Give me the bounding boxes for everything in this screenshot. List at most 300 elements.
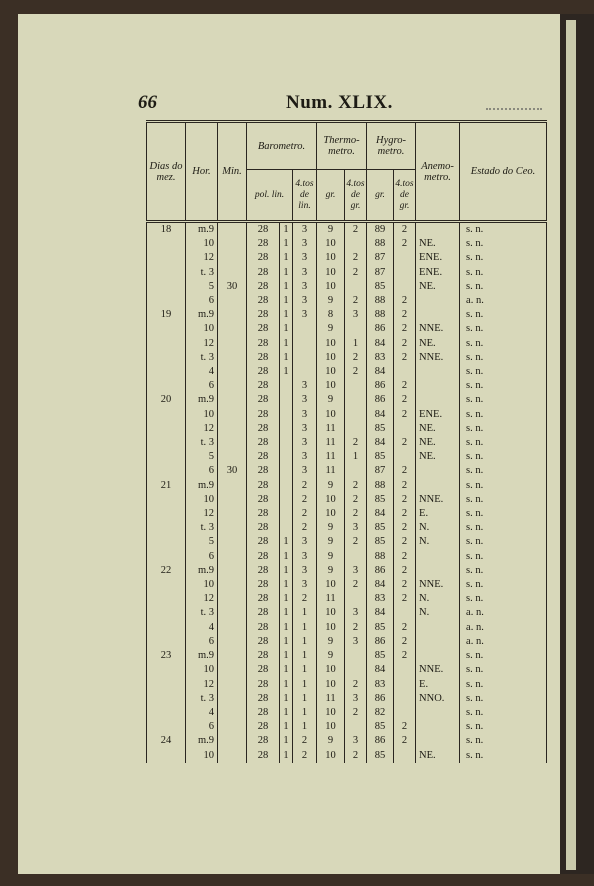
- table-row: [147, 337, 547, 351]
- cell-hygro-quartos: [394, 706, 416, 720]
- cell-hygro-quartos: 2: [394, 535, 416, 549]
- cell-hour: 12: [186, 422, 218, 436]
- cell-hour: 12: [186, 678, 218, 692]
- cell-hygro-gr: 84: [367, 436, 394, 450]
- cell-estado: s. n.: [460, 663, 547, 677]
- cell-anemometro: [416, 734, 460, 748]
- cell-baro-lin: 1: [280, 308, 293, 322]
- cell-hygro-quartos: 2: [394, 720, 416, 734]
- cell-baro-lin: 1: [280, 564, 293, 578]
- cell-estado: s. n.: [460, 251, 547, 265]
- cell-anemometro: NNE.: [416, 351, 460, 365]
- cell-day: [147, 507, 186, 521]
- cell-baro-quartos: 3: [293, 280, 317, 294]
- cell-baro-lin: 1: [280, 706, 293, 720]
- cell-estado: s. n.: [460, 493, 547, 507]
- cell-hygro-gr: 84: [367, 507, 394, 521]
- cell-baro-lin: 1: [280, 606, 293, 620]
- col-header-therm-gr: gr.: [317, 170, 345, 222]
- cell-minute: [218, 266, 247, 280]
- table-row: [147, 408, 547, 422]
- cell-minute: [218, 322, 247, 336]
- cell-hygro-gr: 88: [367, 550, 394, 564]
- cell-hygro-quartos: [394, 678, 416, 692]
- cell-anemometro: NNE.: [416, 578, 460, 592]
- cell-therm-gr: 11: [317, 464, 345, 478]
- table-row: [147, 280, 547, 294]
- cell-hygro-gr: 86: [367, 635, 394, 649]
- cell-baro-quartos: 1: [293, 706, 317, 720]
- cell-minute: [218, 365, 247, 379]
- cell-hour: 5: [186, 450, 218, 464]
- cell-estado: s. n.: [460, 464, 547, 478]
- cell-day: [147, 521, 186, 535]
- cell-anemometro: ENE.: [416, 408, 460, 422]
- cell-hygro-quartos: 2: [394, 294, 416, 308]
- cell-hygro-gr: 84: [367, 578, 394, 592]
- cell-minute: [218, 393, 247, 407]
- cell-day: [147, 237, 186, 251]
- cell-hygro-quartos: [394, 422, 416, 436]
- cell-estado: a. n.: [460, 606, 547, 620]
- cell-therm-gr: 10: [317, 621, 345, 635]
- cell-baro-pol: 28: [247, 606, 280, 620]
- cell-estado: s. n.: [460, 222, 547, 238]
- cell-minute: [218, 351, 247, 365]
- cell-hour: 6: [186, 464, 218, 478]
- cell-estado: s. n.: [460, 507, 547, 521]
- cell-hygro-quartos: [394, 749, 416, 763]
- cell-hour: t. 3: [186, 266, 218, 280]
- cell-day: [147, 692, 186, 706]
- cell-day: [147, 251, 186, 265]
- cell-therm-quartos: [345, 422, 367, 436]
- cell-therm-gr: 10: [317, 280, 345, 294]
- cell-hygro-gr: 87: [367, 266, 394, 280]
- table-row: [147, 222, 547, 238]
- next-page-edge: [566, 20, 576, 870]
- cell-anemometro: NE.: [416, 422, 460, 436]
- cell-baro-quartos: 3: [293, 550, 317, 564]
- cell-baro-pol: 28: [247, 635, 280, 649]
- cell-therm-quartos: 2: [345, 266, 367, 280]
- cell-hygro-quartos: 2: [394, 521, 416, 535]
- cell-hour: m.9: [186, 222, 218, 238]
- cell-hour: 6: [186, 635, 218, 649]
- cell-day: [147, 535, 186, 549]
- cell-minute: [218, 578, 247, 592]
- cell-therm-quartos: 2: [345, 493, 367, 507]
- cell-baro-pol: 28: [247, 521, 280, 535]
- cell-therm-quartos: 2: [345, 251, 367, 265]
- cell-baro-quartos: 3: [293, 251, 317, 265]
- cell-hygro-gr: 85: [367, 720, 394, 734]
- cell-baro-quartos: 1: [293, 720, 317, 734]
- cell-anemometro: NNE.: [416, 322, 460, 336]
- cell-baro-quartos: 1: [293, 678, 317, 692]
- table-row: [147, 663, 547, 677]
- cell-baro-pol: 28: [247, 294, 280, 308]
- cell-baro-pol: 28: [247, 308, 280, 322]
- cell-hour: 6: [186, 720, 218, 734]
- cell-anemometro: [416, 379, 460, 393]
- cell-estado: s. n.: [460, 379, 547, 393]
- cell-therm-quartos: [345, 663, 367, 677]
- table-row: [147, 606, 547, 620]
- cell-day: [147, 379, 186, 393]
- table-row: [147, 649, 547, 663]
- cell-hygro-quartos: 2: [394, 351, 416, 365]
- col-header-hygro-quartos: 4.tos de gr.: [394, 170, 416, 222]
- cell-minute: [218, 550, 247, 564]
- cell-day: [147, 337, 186, 351]
- cell-baro-lin: [280, 450, 293, 464]
- cell-hygro-gr: 86: [367, 564, 394, 578]
- cell-anemometro: NE.: [416, 337, 460, 351]
- cell-baro-lin: 1: [280, 365, 293, 379]
- cell-anemometro: NE.: [416, 450, 460, 464]
- table-row: [147, 749, 547, 763]
- cell-hour: 10: [186, 578, 218, 592]
- book-page: [18, 14, 560, 874]
- cell-hour: 4: [186, 365, 218, 379]
- cell-hour: t. 3: [186, 692, 218, 706]
- cell-baro-quartos: 1: [293, 606, 317, 620]
- cell-estado: s. n.: [460, 521, 547, 535]
- cell-day: [147, 280, 186, 294]
- cell-estado: s. n.: [460, 436, 547, 450]
- cell-minute: [218, 706, 247, 720]
- cell-baro-quartos: 3: [293, 450, 317, 464]
- cell-hygro-gr: 86: [367, 692, 394, 706]
- col-header-anemometro: Anemo- metro.: [416, 122, 460, 222]
- cell-hour: 6: [186, 379, 218, 393]
- cell-hygro-quartos: [394, 450, 416, 464]
- cell-hour: m.9: [186, 734, 218, 748]
- cell-day: [147, 592, 186, 606]
- cell-therm-quartos: 2: [345, 621, 367, 635]
- cell-day: [147, 606, 186, 620]
- cell-therm-quartos: 2: [345, 507, 367, 521]
- cell-hygro-quartos: 2: [394, 464, 416, 478]
- cell-hygro-quartos: [394, 251, 416, 265]
- cell-day: [147, 422, 186, 436]
- cell-baro-lin: [280, 436, 293, 450]
- cell-minute: 30: [218, 280, 247, 294]
- cell-therm-gr: 10: [317, 507, 345, 521]
- cell-hygro-quartos: [394, 606, 416, 620]
- cell-day: 23: [147, 649, 186, 663]
- table-row: [147, 635, 547, 649]
- cell-therm-gr: 11: [317, 592, 345, 606]
- cell-therm-gr: 9: [317, 734, 345, 748]
- cell-hygro-gr: 87: [367, 464, 394, 478]
- cell-day: [147, 464, 186, 478]
- cell-baro-quartos: 3: [293, 308, 317, 322]
- cell-therm-gr: 11: [317, 450, 345, 464]
- cell-anemometro: [416, 720, 460, 734]
- cell-hour: m.9: [186, 393, 218, 407]
- cell-baro-quartos: 3: [293, 535, 317, 549]
- cell-hour: 5: [186, 280, 218, 294]
- cell-minute: [218, 635, 247, 649]
- cell-therm-quartos: 1: [345, 450, 367, 464]
- cell-hygro-gr: 85: [367, 450, 394, 464]
- cell-minute: [218, 521, 247, 535]
- cell-baro-pol: 28: [247, 422, 280, 436]
- cell-baro-pol: 28: [247, 322, 280, 336]
- table-row: [147, 578, 547, 592]
- cell-baro-quartos: 2: [293, 521, 317, 535]
- page-number: 66: [138, 92, 157, 113]
- cell-minute: [218, 692, 247, 706]
- cell-baro-lin: 1: [280, 222, 293, 238]
- table-row: [147, 266, 547, 280]
- cell-therm-gr: 10: [317, 706, 345, 720]
- cell-baro-pol: 28: [247, 734, 280, 748]
- cell-hygro-gr: 85: [367, 422, 394, 436]
- cell-hour: 4: [186, 706, 218, 720]
- cell-baro-lin: [280, 422, 293, 436]
- cell-baro-lin: [280, 507, 293, 521]
- cell-therm-quartos: [345, 720, 367, 734]
- cell-therm-gr: 10: [317, 351, 345, 365]
- cell-estado: s. n.: [460, 535, 547, 549]
- cell-minute: [218, 649, 247, 663]
- cell-hour: 12: [186, 337, 218, 351]
- cell-baro-lin: 1: [280, 720, 293, 734]
- cell-anemometro: [416, 564, 460, 578]
- cell-hour: 4: [186, 621, 218, 635]
- cell-therm-gr: 10: [317, 578, 345, 592]
- cell-minute: [218, 734, 247, 748]
- cell-anemometro: N.: [416, 606, 460, 620]
- cell-baro-lin: 1: [280, 578, 293, 592]
- cell-anemometro: NE.: [416, 436, 460, 450]
- cell-baro-quartos: 2: [293, 493, 317, 507]
- cell-minute: [218, 592, 247, 606]
- cell-day: [147, 322, 186, 336]
- cell-hour: 12: [186, 507, 218, 521]
- cell-hygro-gr: 88: [367, 237, 394, 251]
- cell-baro-quartos: 2: [293, 749, 317, 763]
- cell-baro-pol: 28: [247, 621, 280, 635]
- cell-therm-gr: 10: [317, 493, 345, 507]
- cell-hour: m.9: [186, 479, 218, 493]
- cell-baro-lin: [280, 393, 293, 407]
- cell-baro-pol: 28: [247, 450, 280, 464]
- cell-day: [147, 436, 186, 450]
- cell-estado: s. n.: [460, 649, 547, 663]
- cell-baro-pol: 28: [247, 222, 280, 238]
- cell-therm-gr: 10: [317, 678, 345, 692]
- table-row: [147, 308, 547, 322]
- col-header-thermometro: Thermo- metro.: [317, 122, 367, 170]
- cell-baro-quartos: 2: [293, 592, 317, 606]
- cell-hygro-quartos: 2: [394, 649, 416, 663]
- cell-day: [147, 351, 186, 365]
- cell-estado: s. n.: [460, 592, 547, 606]
- table-row: [147, 692, 547, 706]
- cell-baro-quartos: 3: [293, 436, 317, 450]
- cell-baro-lin: 1: [280, 266, 293, 280]
- cell-minute: [218, 507, 247, 521]
- cell-baro-pol: 28: [247, 464, 280, 478]
- cell-baro-pol: 28: [247, 649, 280, 663]
- cell-estado: s. n.: [460, 237, 547, 251]
- cell-baro-quartos: 1: [293, 663, 317, 677]
- cell-baro-lin: 1: [280, 550, 293, 564]
- cell-baro-quartos: 3: [293, 266, 317, 280]
- cell-therm-quartos: [345, 550, 367, 564]
- cell-therm-quartos: 2: [345, 365, 367, 379]
- cell-therm-quartos: 3: [345, 606, 367, 620]
- cell-hygro-quartos: [394, 365, 416, 379]
- table-row: [147, 621, 547, 635]
- col-header-min: Min.: [218, 122, 247, 222]
- cell-minute: [218, 606, 247, 620]
- cell-baro-pol: 28: [247, 663, 280, 677]
- cell-baro-lin: 1: [280, 678, 293, 692]
- cell-day: [147, 663, 186, 677]
- cell-hygro-quartos: [394, 663, 416, 677]
- table-row: [147, 521, 547, 535]
- cell-hygro-gr: 85: [367, 535, 394, 549]
- cell-hygro-gr: 88: [367, 308, 394, 322]
- cell-therm-quartos: 2: [345, 222, 367, 238]
- cell-estado: s. n.: [460, 550, 547, 564]
- cell-day: [147, 621, 186, 635]
- cell-baro-pol: 28: [247, 408, 280, 422]
- cell-baro-quartos: 1: [293, 621, 317, 635]
- table-row: [147, 720, 547, 734]
- cell-estado: s. n.: [460, 692, 547, 706]
- cell-hygro-gr: 89: [367, 222, 394, 238]
- cell-hygro-quartos: 2: [394, 408, 416, 422]
- cell-therm-gr: 10: [317, 749, 345, 763]
- cell-minute: [218, 535, 247, 549]
- cell-hygro-quartos: 2: [394, 493, 416, 507]
- cell-anemometro: [416, 635, 460, 649]
- cell-minute: [218, 720, 247, 734]
- cell-baro-quartos: [293, 365, 317, 379]
- cell-estado: s. n.: [460, 450, 547, 464]
- cell-therm-gr: 10: [317, 365, 345, 379]
- cell-minute: [218, 337, 247, 351]
- cell-therm-quartos: 2: [345, 749, 367, 763]
- cell-estado: s. n.: [460, 479, 547, 493]
- cell-hygro-gr: 86: [367, 393, 394, 407]
- cell-estado: s. n.: [460, 578, 547, 592]
- cell-baro-quartos: 3: [293, 422, 317, 436]
- cell-hygro-gr: 85: [367, 493, 394, 507]
- cell-baro-pol: 28: [247, 237, 280, 251]
- cell-baro-pol: 28: [247, 678, 280, 692]
- cell-hygro-gr: 85: [367, 649, 394, 663]
- cell-minute: [218, 663, 247, 677]
- cell-hygro-quartos: 2: [394, 635, 416, 649]
- cell-day: [147, 493, 186, 507]
- table-row: [147, 379, 547, 393]
- cell-therm-quartos: 3: [345, 692, 367, 706]
- table-row: [147, 564, 547, 578]
- cell-hygro-gr: 82: [367, 706, 394, 720]
- cell-baro-pol: 28: [247, 379, 280, 393]
- cell-baro-pol: 28: [247, 493, 280, 507]
- cell-baro-quartos: 3: [293, 294, 317, 308]
- cell-estado: s. n.: [460, 408, 547, 422]
- cell-baro-quartos: [293, 337, 317, 351]
- cell-baro-lin: [280, 408, 293, 422]
- cell-baro-pol: 28: [247, 436, 280, 450]
- cell-baro-lin: [280, 521, 293, 535]
- cell-estado: s. n.: [460, 280, 547, 294]
- cell-therm-quartos: [345, 649, 367, 663]
- cell-therm-gr: 9: [317, 550, 345, 564]
- cell-hour: m.9: [186, 649, 218, 663]
- cell-baro-quartos: 2: [293, 507, 317, 521]
- cell-anemometro: E.: [416, 678, 460, 692]
- cell-baro-lin: 1: [280, 649, 293, 663]
- cell-therm-gr: 10: [317, 266, 345, 280]
- cell-minute: [218, 308, 247, 322]
- cell-baro-pol: 28: [247, 592, 280, 606]
- cell-therm-gr: 9: [317, 535, 345, 549]
- cell-therm-gr: 9: [317, 393, 345, 407]
- cell-baro-pol: 28: [247, 393, 280, 407]
- cell-hour: t. 3: [186, 351, 218, 365]
- table-row: [147, 294, 547, 308]
- cell-hygro-quartos: 2: [394, 507, 416, 521]
- table-row: [147, 450, 547, 464]
- cell-hygro-quartos: 2: [394, 550, 416, 564]
- cell-baro-lin: 1: [280, 663, 293, 677]
- cell-baro-lin: 1: [280, 749, 293, 763]
- cell-hygro-gr: 83: [367, 592, 394, 606]
- cell-baro-quartos: 3: [293, 393, 317, 407]
- cell-baro-quartos: [293, 351, 317, 365]
- cell-minute: [218, 621, 247, 635]
- page-title: Num. XLIX.: [286, 92, 393, 113]
- cell-minute: [218, 379, 247, 393]
- cell-therm-gr: 9: [317, 521, 345, 535]
- cell-day: [147, 266, 186, 280]
- cell-hygro-quartos: 2: [394, 379, 416, 393]
- cell-day: 21: [147, 479, 186, 493]
- cell-therm-quartos: 2: [345, 706, 367, 720]
- cell-hour: 12: [186, 592, 218, 606]
- cell-baro-pol: 28: [247, 365, 280, 379]
- cell-day: [147, 365, 186, 379]
- cell-therm-quartos: 2: [345, 678, 367, 692]
- col-header-hygrometro: Hygro- metro.: [367, 122, 416, 170]
- col-header-quartos-lin: 4.tos de lin.: [293, 170, 317, 222]
- table-row: [147, 507, 547, 521]
- cell-baro-pol: 28: [247, 280, 280, 294]
- cell-anemometro: N.: [416, 535, 460, 549]
- cell-therm-quartos: 1: [345, 337, 367, 351]
- cell-hygro-quartos: [394, 280, 416, 294]
- cell-therm-quartos: [345, 280, 367, 294]
- cell-hygro-quartos: 2: [394, 621, 416, 635]
- cell-day: [147, 720, 186, 734]
- cell-estado: s. n.: [460, 266, 547, 280]
- cell-therm-gr: 10: [317, 606, 345, 620]
- cell-therm-quartos: [345, 408, 367, 422]
- col-header-barometro: Barometro.: [247, 122, 317, 170]
- table-row: [147, 436, 547, 450]
- table-row: [147, 365, 547, 379]
